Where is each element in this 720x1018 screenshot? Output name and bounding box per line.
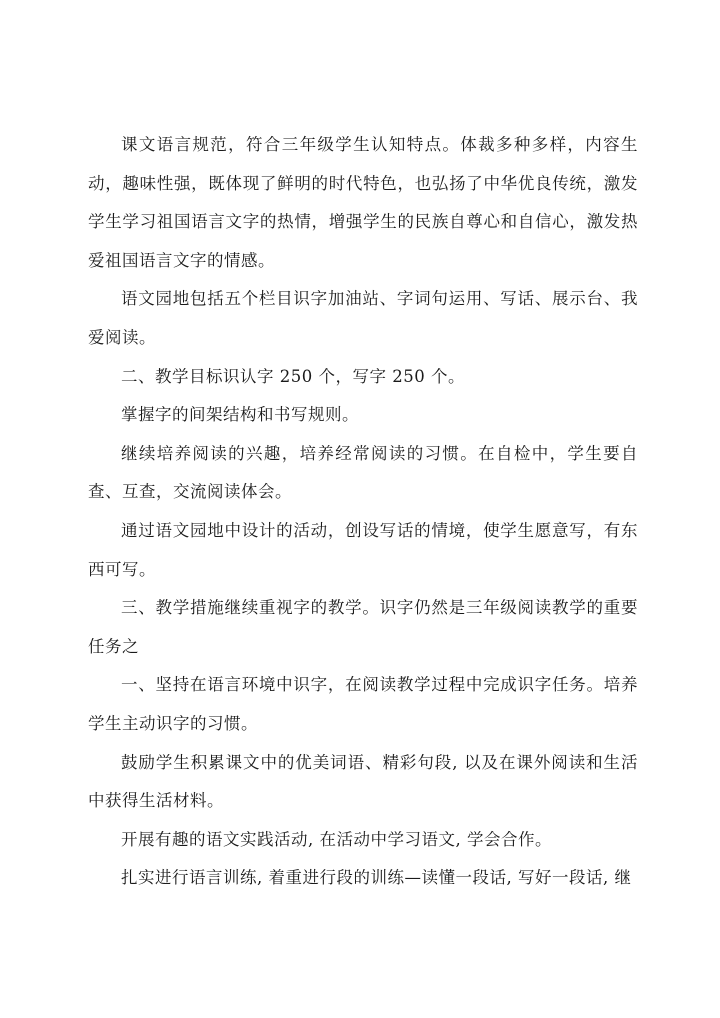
document-body	[88, 126, 638, 898]
paragraph: 通过语文园地中设计的活动，创设写话的情境，使学生愿意写，有东西可写。	[88, 520, 638, 579]
paragraph: 鼓励学生积累课文中的优美词语、精彩句段, 以及在课外阅读和生活中获得生活材料。	[88, 752, 638, 811]
paragraph: 二、教学目标识认字 250 个，写字 250 个。	[121, 366, 465, 386]
paragraph: 三、教学措施继续重视字的教学。识字仍然是三年级阅读教学的重要任务之	[88, 598, 638, 656]
paragraph: 一、坚持在语言环境中识字，在阅读教学过程中完成识字任务。培养学生主动识字的习惯。	[88, 675, 638, 733]
paragraph: 课文语言规范，符合三年级学生认知特点。体裁多种多样，内容生动，趣味性强，既体现了鲜明的时代特色，也弘扬了中华优良传统，激发学生学习祖国语言文字的热情，增强学生的民族自尊心和自信心，激发热爱祖国语言文字的情感。	[88, 135, 638, 270]
paragraph: 继续培养阅读的兴趣，培养经常阅读的习惯。在自检中，学生要自查、互查，交流阅读体会。	[88, 443, 638, 502]
paragraph: 掌握字的间架结构和书写规则。	[121, 405, 359, 425]
paragraph: 语文园地包括五个栏目识字加油站、字词句运用、写话、展示台、我爱阅读。	[88, 289, 638, 347]
paragraph: 扎实进行语言训练, 着重进行段的训练—读懂一段话, 写好一段话, 继	[121, 868, 632, 888]
paragraph: 开展有趣的语文实践活动, 在活动中学习语文, 学会合作。	[121, 829, 552, 849]
